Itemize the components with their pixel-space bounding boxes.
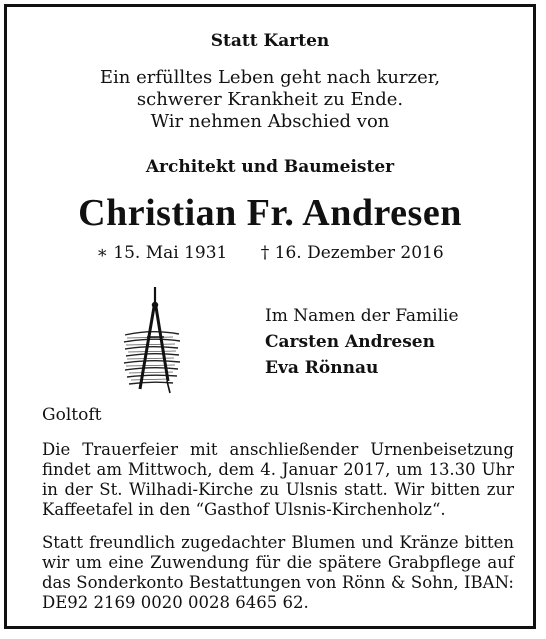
header-text: Statt Karten xyxy=(210,31,330,51)
place-text: Goltoft xyxy=(42,405,102,425)
compass-ruler-icon xyxy=(123,285,181,397)
family-member: Carsten Andresen xyxy=(265,332,435,352)
deceased-name: Christian Fr. Andresen xyxy=(78,192,462,234)
donation-paragraph: Statt freundlich zugedachter Blumen und Kränze bitten wir um eine Zuwendung für die spätere Grabpflege auf das Sonderkonto Bestattungen von Rönn & Sohn, IBAN: DE92 2169 0020 0028 6465 62. xyxy=(42,533,514,612)
death-date: † 16. Dezember 2016 xyxy=(260,243,444,263)
intro-text xyxy=(7,67,533,133)
family-intro: Im Namen der Familie xyxy=(265,306,459,326)
birth-date: ∗ 15. Mai 1931 xyxy=(96,243,228,263)
family-member: Eva Rönnau xyxy=(265,358,379,378)
intro-line: schwerer Krankheit zu Ende. xyxy=(136,89,404,110)
funeral-paragraph: Die Trauerfeier mit anschließender Urnenbeisetzung findet am Mittwoch, dem 4. Januar 2017, um 13.30 Uhr in der St. Wilhadi-Kirche zu Ulsnis statt. Wir bitten zur Kaffeetafel in den “Gasthof Ulsnis-Kirchenholz“. xyxy=(42,440,514,519)
intro-line: Wir nehmen Abschied von xyxy=(150,111,390,132)
profession-text: Architekt und Baumeister xyxy=(145,157,395,177)
life-dates xyxy=(7,243,533,263)
obituary-frame xyxy=(4,4,536,629)
intro-line: Ein erfülltes Leben geht nach kurzer, xyxy=(99,67,441,88)
family-block xyxy=(265,303,459,381)
